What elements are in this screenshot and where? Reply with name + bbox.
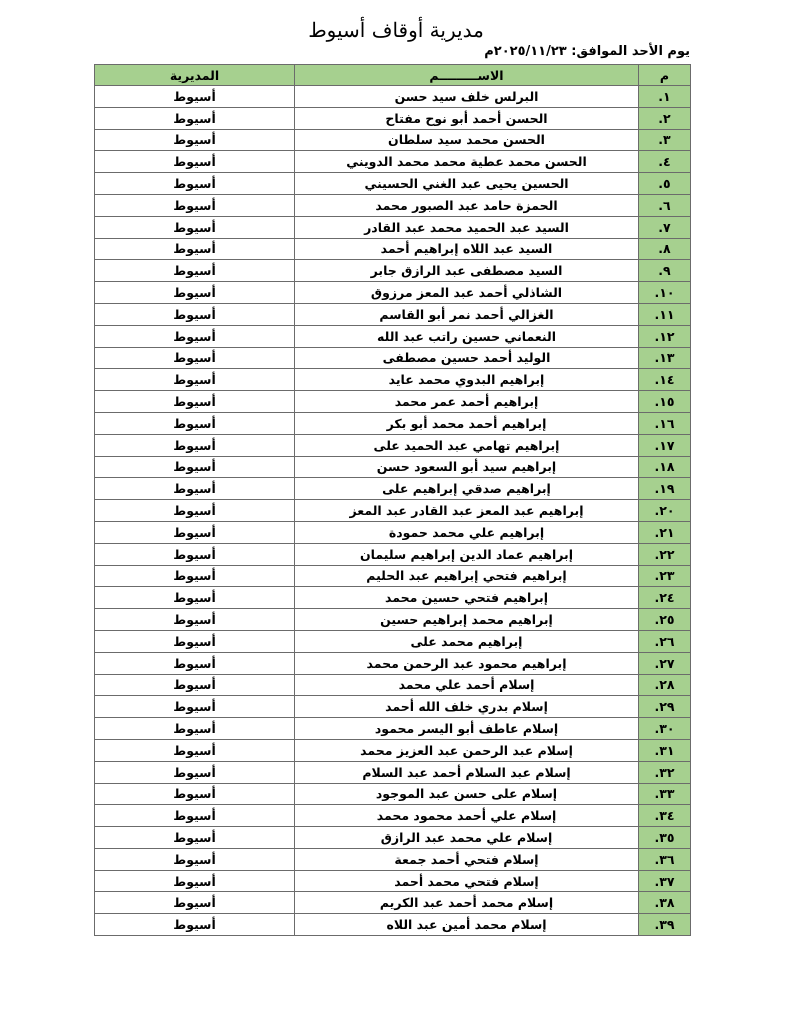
names-table <box>94 64 691 936</box>
name-cell: إبراهيم تهامي عبد الحميد على <box>295 434 639 456</box>
table-row <box>95 543 691 565</box>
directorate-cell: أسيوط <box>95 783 295 805</box>
row-number-cell: ١٨. <box>639 456 691 478</box>
table-row <box>95 827 691 849</box>
name-cell: إبراهيم أحمد محمد أبو بكر <box>295 412 639 434</box>
row-number-cell: ٢٨. <box>639 674 691 696</box>
directorate-cell: أسيوط <box>95 500 295 522</box>
table-row <box>95 194 691 216</box>
directorate-cell: أسيوط <box>95 391 295 413</box>
directorate-cell: أسيوط <box>95 739 295 761</box>
row-number-cell: ٢٦. <box>639 630 691 652</box>
directorate-cell: أسيوط <box>95 718 295 740</box>
row-number-cell: ٣٢. <box>639 761 691 783</box>
directorate-cell: أسيوط <box>95 652 295 674</box>
directorate-cell: أسيوط <box>95 216 295 238</box>
column-header-name: الاســـــــــم <box>295 65 639 86</box>
directorate-cell: أسيوط <box>95 456 295 478</box>
table-row <box>95 652 691 674</box>
name-cell: إبراهيم سيد أبو السعود حسن <box>295 456 639 478</box>
row-number-cell: ٢٤. <box>639 587 691 609</box>
name-cell: إبراهيم صدقي إبراهيم على <box>295 478 639 500</box>
table-row <box>95 848 691 870</box>
directorate-cell: أسيوط <box>95 892 295 914</box>
table-row <box>95 434 691 456</box>
row-number-cell: ٣٠. <box>639 718 691 740</box>
directorate-cell: أسيوط <box>95 238 295 260</box>
directorate-cell: أسيوط <box>95 674 295 696</box>
row-number-cell: ٣٧. <box>639 870 691 892</box>
name-cell: إسلام بدري خلف الله أحمد <box>295 696 639 718</box>
name-cell: إسلام علي أحمد محمود محمد <box>295 805 639 827</box>
row-number-cell: ٣٤. <box>639 805 691 827</box>
table-row <box>95 282 691 304</box>
directorate-cell: أسيوط <box>95 107 295 129</box>
row-number-cell: ١١. <box>639 303 691 325</box>
row-number-cell: ١٠. <box>639 282 691 304</box>
table-body <box>95 86 691 936</box>
name-cell: إسلام محمد أحمد عبد الكريم <box>295 892 639 914</box>
column-header-directorate: المديرية <box>95 65 295 86</box>
row-number-cell: ٣٩. <box>639 914 691 936</box>
table-row <box>95 107 691 129</box>
directorate-cell: أسيوط <box>95 848 295 870</box>
name-cell: الغزالي أحمد نمر أبو القاسم <box>295 303 639 325</box>
row-number-cell: ١٩. <box>639 478 691 500</box>
table-row <box>95 216 691 238</box>
directorate-cell: أسيوط <box>95 173 295 195</box>
directorate-cell: أسيوط <box>95 303 295 325</box>
name-cell: النعماني حسين راتب عبد الله <box>295 325 639 347</box>
directorate-cell: أسيوط <box>95 325 295 347</box>
row-number-cell: ١٤. <box>639 369 691 391</box>
table-row <box>95 739 691 761</box>
name-cell: إبراهيم محمود عبد الرحمن محمد <box>295 652 639 674</box>
directorate-cell: أسيوط <box>95 587 295 609</box>
table-row <box>95 696 691 718</box>
table-row <box>95 412 691 434</box>
table-row <box>95 391 691 413</box>
name-cell: إبراهيم علي محمد حمودة <box>295 521 639 543</box>
name-cell: إسلام فتحي أحمد جمعة <box>295 848 639 870</box>
directorate-cell: أسيوط <box>95 412 295 434</box>
table-row <box>95 630 691 652</box>
column-header-number: م <box>639 65 691 86</box>
row-number-cell: ٣٣. <box>639 783 691 805</box>
row-number-cell: ٨. <box>639 238 691 260</box>
name-cell: إسلام عاطف أبو اليسر محمود <box>295 718 639 740</box>
name-cell: إسلام على حسن عبد الموجود <box>295 783 639 805</box>
name-cell: الحسين يحيى عبد الغني الحسيني <box>295 173 639 195</box>
row-number-cell: ٢٢. <box>639 543 691 565</box>
name-cell: السيد عبد الحميد محمد عبد القادر <box>295 216 639 238</box>
row-number-cell: ٢١. <box>639 521 691 543</box>
page-title: مديرية أوقاف أسيوط <box>308 18 484 42</box>
name-cell: الشاذلي أحمد عبد المعز مرزوق <box>295 282 639 304</box>
name-cell: إبراهيم البدوي محمد عايد <box>295 369 639 391</box>
name-cell: البرلس خلف سيد حسن <box>295 86 639 108</box>
directorate-cell: أسيوط <box>95 543 295 565</box>
row-number-cell: ١٥. <box>639 391 691 413</box>
table-row <box>95 369 691 391</box>
table-row <box>95 674 691 696</box>
name-cell: إسلام عبد السلام أحمد عبد السلام <box>295 761 639 783</box>
directorate-cell: أسيوط <box>95 805 295 827</box>
table-row <box>95 587 691 609</box>
row-number-cell: ١. <box>639 86 691 108</box>
row-number-cell: ٣٦. <box>639 848 691 870</box>
table-row <box>95 347 691 369</box>
table-row <box>95 870 691 892</box>
table-row <box>95 303 691 325</box>
row-number-cell: ٩. <box>639 260 691 282</box>
table-row <box>95 456 691 478</box>
row-number-cell: ٦. <box>639 194 691 216</box>
name-cell: إسلام أحمد علي محمد <box>295 674 639 696</box>
name-cell: إبراهيم أحمد عمر محمد <box>295 391 639 413</box>
directorate-cell: أسيوط <box>95 434 295 456</box>
row-number-cell: ٣. <box>639 129 691 151</box>
name-cell: إبراهيم فتحي حسين محمد <box>295 587 639 609</box>
directorate-cell: أسيوط <box>95 630 295 652</box>
row-number-cell: ٢٩. <box>639 696 691 718</box>
table-row <box>95 521 691 543</box>
table-row <box>95 783 691 805</box>
directorate-cell: أسيوط <box>95 870 295 892</box>
name-cell: الوليد أحمد حسين مصطفى <box>295 347 639 369</box>
row-number-cell: ٢. <box>639 107 691 129</box>
table-row <box>95 892 691 914</box>
directorate-cell: أسيوط <box>95 151 295 173</box>
table-row <box>95 565 691 587</box>
row-number-cell: ٣١. <box>639 739 691 761</box>
row-number-cell: ١٦. <box>639 412 691 434</box>
name-cell: الحسن أحمد أبو نوح مفتاح <box>295 107 639 129</box>
table-row <box>95 500 691 522</box>
directorate-cell: أسيوط <box>95 565 295 587</box>
name-cell: إسلام فتحي محمد أحمد <box>295 870 639 892</box>
table-row <box>95 325 691 347</box>
name-cell: الحسن محمد عطية محمد محمد الدويني <box>295 151 639 173</box>
table-row <box>95 478 691 500</box>
date-line: يوم الأحد الموافق: ٢٠٢٥/١١/٢٣م <box>484 44 690 59</box>
directorate-cell: أسيوط <box>95 194 295 216</box>
directorate-cell: أسيوط <box>95 609 295 631</box>
name-cell: إبراهيم فتحي إبراهيم عبد الحليم <box>295 565 639 587</box>
table-row <box>95 238 691 260</box>
row-number-cell: ٢٠. <box>639 500 691 522</box>
table-row <box>95 86 691 108</box>
name-cell: إبراهيم عبد المعز عبد القادر عبد المعز <box>295 500 639 522</box>
directorate-cell: أسيوط <box>95 347 295 369</box>
name-cell: إبراهيم محمد على <box>295 630 639 652</box>
directorate-cell: أسيوط <box>95 129 295 151</box>
name-cell: إبراهيم محمد إبراهيم حسين <box>295 609 639 631</box>
name-cell: إسلام عبد الرحمن عبد العزيز محمد <box>295 739 639 761</box>
name-cell: إسلام محمد أمين عبد اللاه <box>295 914 639 936</box>
row-number-cell: ١٢. <box>639 325 691 347</box>
name-cell: إسلام علي محمد عبد الرازق <box>295 827 639 849</box>
name-cell: السيد مصطفى عبد الرازق جابر <box>295 260 639 282</box>
table-header-row <box>95 65 691 86</box>
row-number-cell: ١٧. <box>639 434 691 456</box>
directorate-cell: أسيوط <box>95 282 295 304</box>
row-number-cell: ١٣. <box>639 347 691 369</box>
row-number-cell: ٣٨. <box>639 892 691 914</box>
directorate-cell: أسيوط <box>95 86 295 108</box>
table-row <box>95 173 691 195</box>
directorate-cell: أسيوط <box>95 521 295 543</box>
directorate-cell: أسيوط <box>95 696 295 718</box>
table-row <box>95 718 691 740</box>
directorate-cell: أسيوط <box>95 369 295 391</box>
name-cell: إبراهيم عماد الدين إبراهيم سليمان <box>295 543 639 565</box>
directorate-cell: أسيوط <box>95 827 295 849</box>
table-row <box>95 805 691 827</box>
name-cell: السيد عبد اللاه إبراهيم أحمد <box>295 238 639 260</box>
row-number-cell: ٤. <box>639 151 691 173</box>
directorate-cell: أسيوط <box>95 761 295 783</box>
name-cell: الحسن محمد سيد سلطان <box>295 129 639 151</box>
row-number-cell: ٢٧. <box>639 652 691 674</box>
row-number-cell: ٧. <box>639 216 691 238</box>
table-row <box>95 260 691 282</box>
name-cell: الحمزة حامد عبد الصبور محمد <box>295 194 639 216</box>
row-number-cell: ٥. <box>639 173 691 195</box>
table-row <box>95 761 691 783</box>
row-number-cell: ٢٣. <box>639 565 691 587</box>
table-row <box>95 151 691 173</box>
table-row <box>95 609 691 631</box>
row-number-cell: ٢٥. <box>639 609 691 631</box>
row-number-cell: ٣٥. <box>639 827 691 849</box>
directorate-cell: أسيوط <box>95 914 295 936</box>
directorate-cell: أسيوط <box>95 260 295 282</box>
table-row <box>95 129 691 151</box>
directorate-cell: أسيوط <box>95 478 295 500</box>
table-row <box>95 914 691 936</box>
